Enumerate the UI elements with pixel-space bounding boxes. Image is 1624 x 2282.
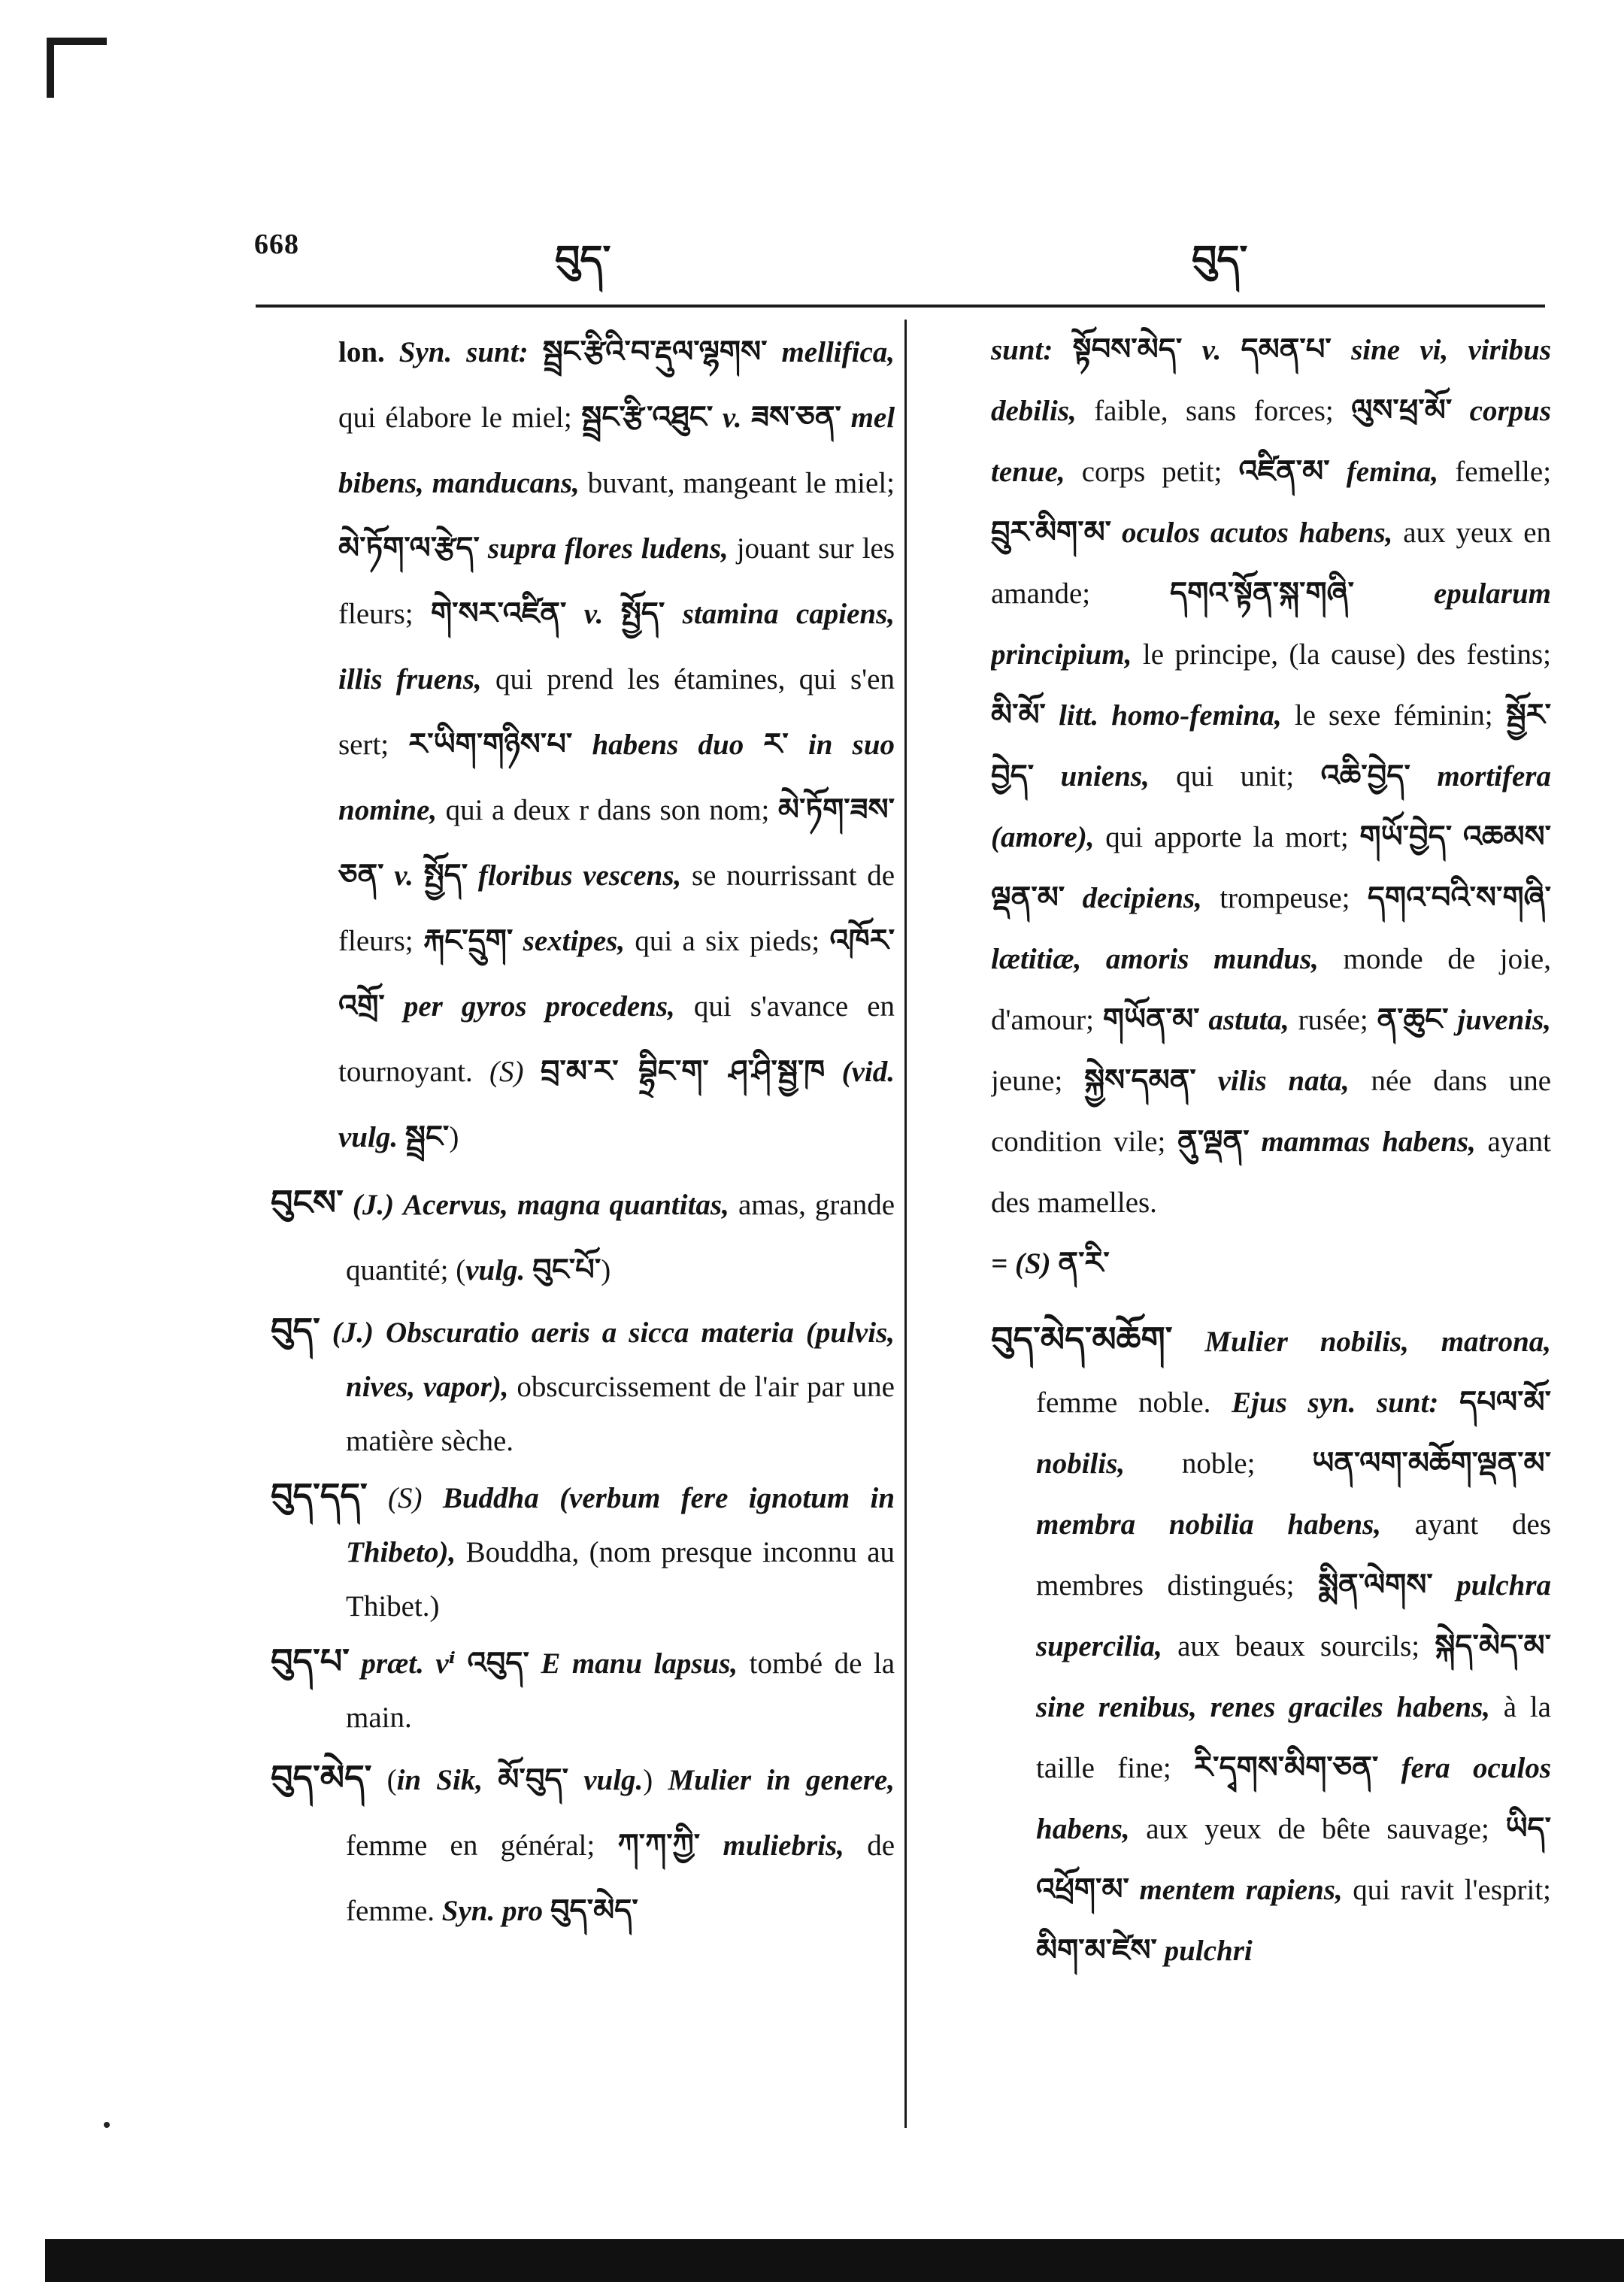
- french-gloss: aux yeux de bête sauvage;: [1146, 1813, 1489, 1845]
- tibetan-term: རྐང་དྲུག་: [423, 923, 514, 958]
- latin-gloss: mammas habens,: [1261, 1126, 1476, 1158]
- french-gloss: rusée;: [1298, 1004, 1368, 1036]
- latin-gloss: E manu lapsus,: [541, 1647, 738, 1680]
- tibetan-term: དགའ་བའི་ས་གཞི་: [1367, 880, 1551, 915]
- latin-gloss: pulchra supercilia,: [1036, 1569, 1551, 1662]
- latin-gloss: per gyros procedens,: [403, 990, 675, 1023]
- tibetan-term: ནུ་ལྡན་: [1177, 1124, 1250, 1159]
- tibetan-term: ཀ་ཀ་ཀྱི་: [617, 1828, 701, 1862]
- latin-gloss: præt. vⁱ: [361, 1647, 456, 1680]
- tibetan-term: དཔལ་མོ་: [1459, 1385, 1551, 1420]
- french-gloss: qui prend les étamines, qui s'en sert;: [338, 663, 895, 761]
- entry-headword: བུད་མེད་: [271, 1757, 372, 1798]
- source-label: (S): [388, 1482, 423, 1514]
- french-gloss: femme noble.: [1036, 1386, 1211, 1419]
- french-gloss: buvant, mangeant le miel;: [587, 467, 895, 499]
- tibetan-term: མི་མོ་: [991, 698, 1046, 732]
- latin-gloss: supra flores ludens,: [487, 532, 729, 565]
- tibetan-term: ལུས་ཕྲ་མོ་: [1351, 393, 1453, 428]
- tibetan-term: ན་ཆུང་: [1377, 1002, 1449, 1037]
- french-gloss: de femme.: [346, 1829, 895, 1927]
- latin-gloss: femina,: [1346, 456, 1439, 488]
- paren: ): [449, 1121, 459, 1153]
- latin-gloss: Buddha (verbum fere ignotum in Thibeto),: [346, 1482, 895, 1568]
- tibetan-term: འཛིན་མ་: [1238, 454, 1330, 489]
- french-gloss: amas, grande quantité;: [346, 1189, 895, 1286]
- dictionary-entry: [991, 1309, 1551, 1981]
- synonyms-label: Syn. sunt:: [398, 336, 529, 368]
- running-headword-right: བུད་: [1192, 238, 1248, 283]
- entry-headword: བུད་: [271, 1310, 320, 1350]
- latin-gloss: uniens,: [1060, 760, 1150, 792]
- latin-gloss: pulchri: [1164, 1935, 1253, 1967]
- left-column: [271, 320, 895, 2117]
- entry-headword: བུད་མེད་མཆོག་: [991, 1319, 1173, 1359]
- entry-continuation: [991, 320, 1551, 1294]
- tibetan-term: རི་དྭགས་མིག་ཅན་: [1194, 1750, 1379, 1785]
- tibetan-term: གཡོན་མ་: [1102, 1002, 1200, 1037]
- tibetan-term: སྦྱོར་བྱེད་: [991, 698, 1551, 793]
- french-gloss: qui apporte la mort;: [1105, 821, 1349, 853]
- latin-gloss: Mulier in genere,: [668, 1764, 895, 1796]
- latin-gloss: muliebris,: [723, 1829, 844, 1862]
- french-gloss: le principe, (la cause) des festins;: [1142, 638, 1551, 671]
- synonyms-label: Syn. pro: [441, 1895, 544, 1927]
- french-gloss: tombé de la main.: [346, 1647, 895, 1734]
- latin-gloss: juvenis,: [1457, 1004, 1551, 1036]
- tibetan-term: ཡིད་འཕྲོག་མ་: [1036, 1811, 1551, 1907]
- header-rule: [256, 305, 1545, 308]
- entry-headword: བུད་དད་: [271, 1475, 368, 1516]
- text: lon.: [338, 336, 385, 368]
- french-gloss: à la taille fine;: [1036, 1691, 1551, 1784]
- tibetan-term: བུང་པོ་: [532, 1253, 601, 1287]
- latin-gloss: mel bibens, manducans,: [338, 402, 895, 499]
- dictionary-entry: [271, 1468, 895, 1634]
- tibetan-term: སྐེད་མེད་མ་: [1435, 1629, 1551, 1663]
- tibetan-term: ན་རི་: [1058, 1246, 1110, 1280]
- latin-gloss: epularum principium,: [991, 577, 1551, 671]
- french-gloss: aux yeux en amande;: [991, 517, 1551, 610]
- tibetan-term: མེ་ཏོག་ཟས་ཅན་: [338, 792, 895, 892]
- paren: (: [386, 1764, 397, 1796]
- latin-gloss: vilis nata,: [1217, 1065, 1350, 1097]
- latin-gloss: decipiens,: [1082, 882, 1202, 914]
- latin-gloss: oculos acutos habens,: [1121, 517, 1393, 549]
- paren: (: [456, 1254, 466, 1286]
- french-gloss: femelle;: [1455, 456, 1551, 488]
- french-gloss: trompeuse;: [1220, 882, 1350, 914]
- latin-gloss: sine vi, viribus debilis,: [991, 334, 1551, 427]
- tibetan-term: འཁོར་འགྲོ་: [338, 923, 895, 1023]
- entry-headword: བུངས་: [271, 1182, 344, 1223]
- running-headword-left: བུད་: [555, 238, 611, 283]
- abbrev: v.: [722, 402, 742, 434]
- tibetan-term: སྦྲང་: [404, 1120, 450, 1154]
- tibetan-term: འཆམས་ལྡན་མ་: [991, 820, 1551, 915]
- french-gloss: qui ravit l'esprit;: [1353, 1874, 1551, 1906]
- tibetan-term: བུད་མེད་: [550, 1893, 638, 1928]
- vulgar-label: vulg.: [465, 1254, 526, 1286]
- french-gloss: Bouddha, (nom presque inconnu au Thibet.): [346, 1536, 895, 1623]
- dictionary-entry: [271, 1170, 895, 1303]
- latin-gloss: nobilis,: [1036, 1447, 1126, 1480]
- scan-bottom-edge: [45, 2239, 1624, 2282]
- latin-gloss: sextipes,: [523, 925, 626, 957]
- french-gloss: qui a six pieds;: [635, 925, 820, 957]
- french-gloss: née dans une condition vile;: [991, 1065, 1551, 1158]
- tibetan-term: བྲ་མ་ར་ བྷྲིང་ག་ ཤ་ཤི་སྦྱ་ཁ: [540, 1054, 826, 1089]
- french-gloss: monde de joie, d'amour;: [991, 943, 1551, 1036]
- abbrev: v.: [1201, 334, 1222, 366]
- synonyms-label: sunt:: [991, 334, 1053, 366]
- tibetan-term: གཡོ་བྱེད་: [1359, 820, 1453, 854]
- source-label: (S): [489, 1056, 524, 1088]
- tibetan-term: སྤྱོད་: [620, 596, 665, 631]
- french-gloss: jeune;: [991, 1065, 1063, 1097]
- tibetan-term: དགའ་སྟོན་སྐ་གཞི་: [1170, 576, 1355, 611]
- french-gloss: qui s'avance en tournoyant.: [338, 990, 895, 1088]
- latin-gloss: stamina capiens, illis fruens,: [338, 598, 895, 696]
- latin-gloss: in Sik,: [396, 1764, 483, 1796]
- source-label: (J.): [332, 1317, 374, 1349]
- vulgar-label: vulg.: [583, 1764, 644, 1796]
- latin-gloss: Obscuratio aeris a sicca materia (pulvis, nives, vapor),: [346, 1317, 895, 1403]
- scan-speck: [104, 2122, 110, 2128]
- page-number: 668: [254, 229, 299, 260]
- french-gloss: se nourrissant de fleurs;: [338, 859, 895, 957]
- tibetan-term: སྦྲང་རྩི་འཐུང་: [581, 400, 714, 435]
- entry-continuation: [271, 320, 895, 1170]
- tibetan-term: འཆི་བྱེད་: [1320, 759, 1410, 793]
- french-gloss: obscurcissement de l'air par une matière sèche.: [346, 1371, 895, 1457]
- tibetan-term: འབུད་: [467, 1646, 529, 1680]
- latin-gloss: astuta,: [1208, 1004, 1289, 1036]
- tibetan-term: སྨིན་ལེགས་: [1318, 1568, 1433, 1602]
- synonyms-label: Ejus syn. sunt:: [1232, 1386, 1439, 1419]
- french-gloss: le sexe féminin;: [1294, 699, 1493, 732]
- tibetan-term: མོ་བུད་: [498, 1762, 568, 1797]
- paren: ): [643, 1764, 653, 1796]
- paren: ): [601, 1254, 611, 1286]
- tibetan-term: བྲུར་མིག་མ་: [991, 515, 1112, 550]
- french-gloss: qui élabore le miel;: [338, 402, 572, 434]
- tibetan-term: སྦྲང་རྩིའི་བ་རྡུལ་ལྷགས་: [542, 335, 768, 369]
- latin-gloss: floribus vescens,: [477, 859, 682, 892]
- entry-headword: བུད་པ་: [271, 1641, 350, 1681]
- latin-gloss: mellifica,: [781, 336, 895, 368]
- latin-gloss: Mulier nobilis, matrona,: [1204, 1326, 1551, 1358]
- column-divider: [904, 320, 907, 2128]
- tibetan-term: ར་: [763, 727, 789, 762]
- french-gloss: jouant sur les fleurs;: [338, 532, 895, 630]
- latin-gloss: habens duo: [592, 729, 744, 761]
- french-gloss: corps petit;: [1081, 456, 1223, 488]
- tibetan-term: དམན་པ་: [1241, 332, 1332, 367]
- latin-gloss: litt. homo-femina,: [1059, 699, 1282, 732]
- latin-gloss: mentem rapiens,: [1139, 1874, 1343, 1906]
- french-gloss: qui a deux r dans son nom;: [445, 794, 770, 826]
- dictionary-entry: [271, 1745, 895, 1944]
- tibetan-term: མིག་མ་ཛེས་: [1036, 1933, 1157, 1968]
- french-gloss: ayant des mamelles.: [991, 1126, 1551, 1219]
- french-gloss: femme en général;: [346, 1829, 595, 1862]
- french-gloss: ayant des membres distingués;: [1036, 1508, 1551, 1602]
- tibetan-term: སྐྱེས་དམན་: [1084, 1063, 1196, 1098]
- tibetan-term: མེ་ཏོག་ལ་རྩེད་: [338, 531, 480, 565]
- latin-gloss: fera oculos habens,: [1036, 1752, 1551, 1845]
- tibetan-term: ཟས་ཅན་: [751, 400, 841, 435]
- french-gloss: aux beaux sourcils;: [1177, 1630, 1420, 1662]
- french-gloss: faible, sans forces;: [1094, 395, 1334, 427]
- scan-corner-mark: [47, 38, 107, 98]
- latin-gloss: in suo nomine,: [338, 729, 895, 826]
- latin-gloss: (vid. vulg.: [338, 1056, 895, 1153]
- source-label: (J.): [352, 1189, 395, 1221]
- latin-gloss: corpus tenue,: [991, 395, 1551, 488]
- abbrev: v.: [583, 598, 604, 630]
- latin-gloss: mortifera (amore),: [991, 760, 1551, 853]
- dictionary-entry: [271, 1303, 895, 1468]
- tibetan-term: སྟོབས་མེད་: [1072, 332, 1183, 367]
- french-gloss: qui unit;: [1176, 760, 1295, 792]
- latin-gloss: sine renibus, renes graciles habens,: [1036, 1691, 1491, 1723]
- tibetan-term: སྤྱོད་: [423, 858, 468, 892]
- latin-gloss: Acervus, magna quantitas,: [403, 1189, 729, 1221]
- tibetan-term: ཡན་ལག་མཆོག་ལྡན་མ་: [1312, 1446, 1551, 1480]
- dictionary-entry: [271, 1634, 895, 1745]
- tibetan-term: གེ་སར་འཛིན་: [431, 596, 567, 631]
- latin-gloss: lætitiæ, amoris mundus,: [991, 943, 1319, 975]
- right-column: [991, 320, 1551, 2117]
- french-gloss: noble;: [1181, 1447, 1256, 1480]
- tibetan-term: ར་ཡིག་གཉིས་པ་: [408, 727, 573, 762]
- latin-gloss: membra nobilia habens,: [1036, 1508, 1382, 1541]
- abbrev: v.: [394, 859, 414, 892]
- source-label: = (S): [991, 1247, 1051, 1280]
